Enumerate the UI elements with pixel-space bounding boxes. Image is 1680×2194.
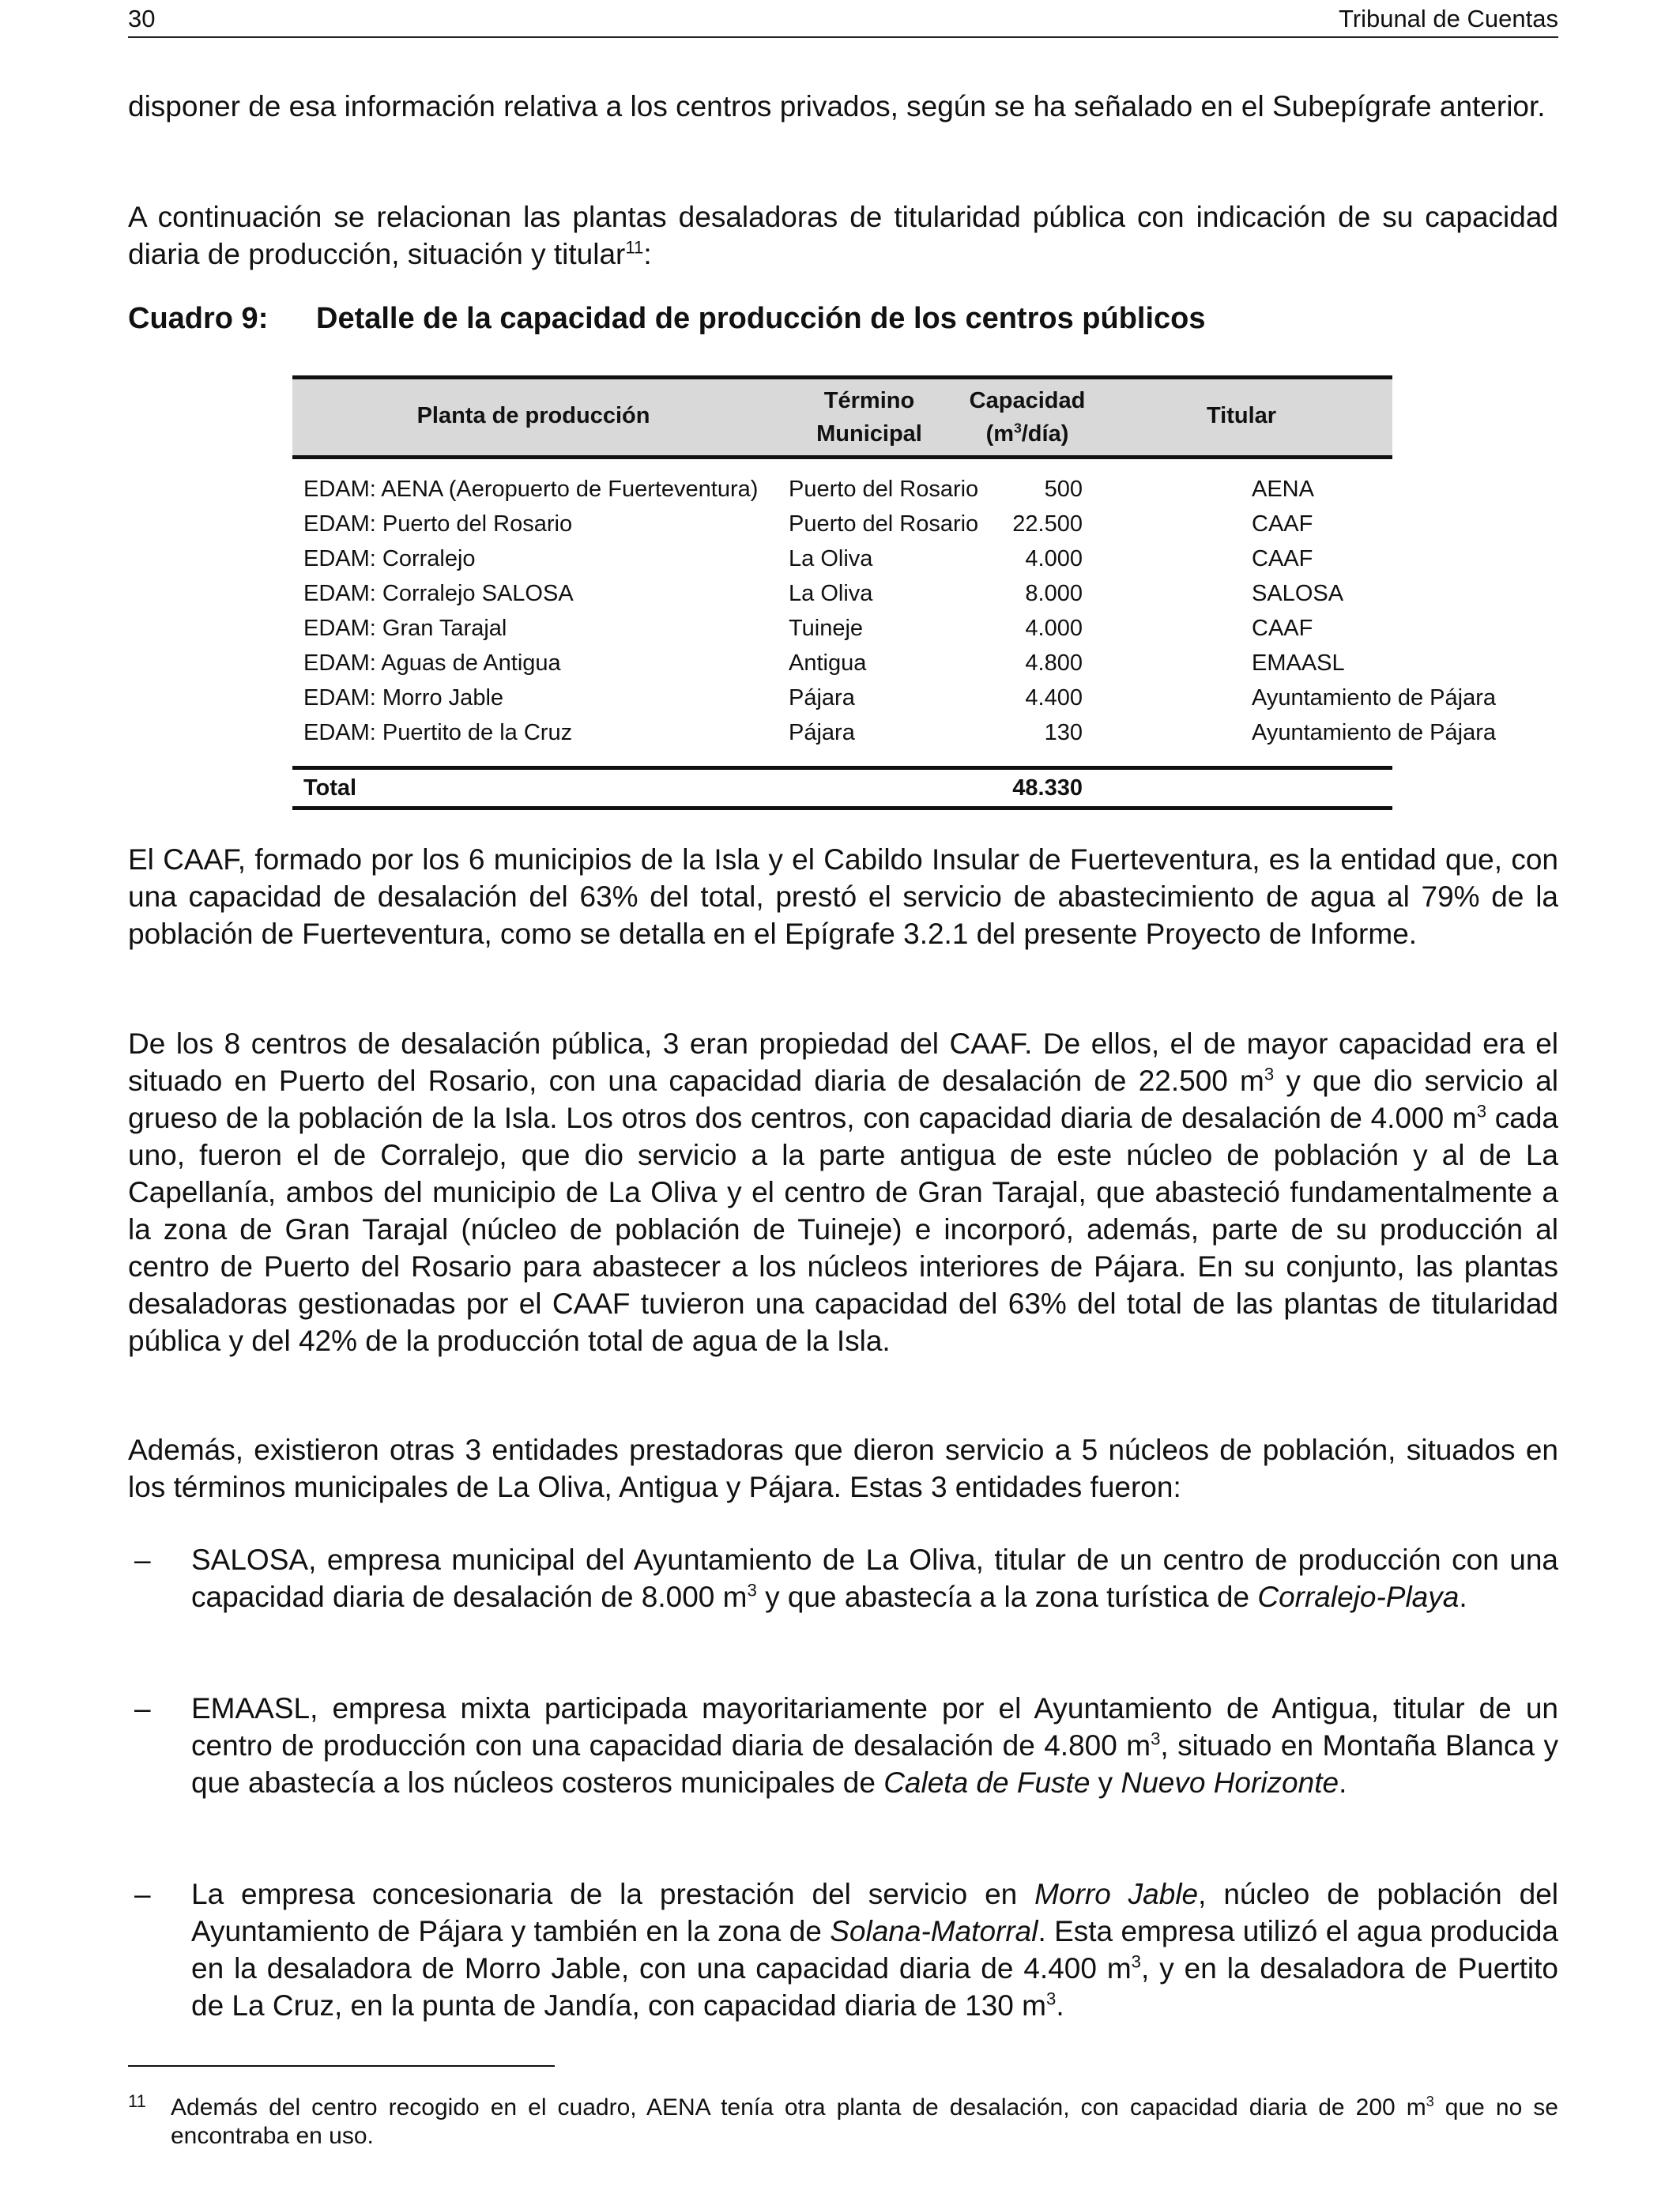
paragraph-4 bbox=[128, 1025, 1558, 1359]
bullet-2-b: , situado en Montaña Blanca y que abastecía a los núcleos costeros municipales de bbox=[191, 1729, 1559, 1799]
cell-termino: Puerto del Rosario bbox=[789, 511, 979, 537]
cell-capacidad: 4.800 bbox=[1025, 650, 1083, 676]
superscript: 3 bbox=[1131, 1951, 1142, 1972]
cell-titular: EMAASL bbox=[1252, 650, 1345, 676]
table-row bbox=[292, 576, 1392, 611]
bullet-3-italic-1: Morro Jable bbox=[1034, 1878, 1199, 1910]
footnote bbox=[128, 2091, 1558, 2151]
superscript: 3 bbox=[1151, 1728, 1161, 1749]
cell-capacidad: 4.000 bbox=[1025, 616, 1083, 641]
page-number: 30 bbox=[128, 5, 156, 32]
superscript: 3 bbox=[747, 1580, 757, 1600]
header-capacidad-line2 bbox=[986, 421, 1069, 447]
header-planta: Planta de producción bbox=[416, 403, 650, 428]
bullet-text bbox=[191, 1690, 1558, 1801]
bullet-2-c: y bbox=[1090, 1766, 1121, 1799]
header-capacidad-line1: Capacidad bbox=[969, 388, 1086, 413]
table-row bbox=[292, 611, 1392, 646]
cell-termino: La Oliva bbox=[789, 581, 873, 606]
bullet-2-italic-1: Caleta de Fuste bbox=[883, 1766, 1090, 1799]
header-capacidad-unit-sup: 3 bbox=[1014, 420, 1022, 436]
table-body bbox=[292, 459, 1497, 750]
cell-titular: CAAF bbox=[1252, 546, 1313, 571]
cell-titular: AENA bbox=[1252, 477, 1314, 502]
paragraph-4-b: y que dio servicio al grueso de la población de la Isla. Los otros dos centros, con capacidad diaria de desalación de 4.000 m bbox=[128, 1065, 1558, 1134]
cell-capacidad: 22.500 bbox=[1012, 511, 1083, 537]
footnote-ref[interactable]: 11 bbox=[625, 237, 644, 258]
cell-capacidad: 130 bbox=[1044, 720, 1083, 745]
total-label: Total bbox=[303, 775, 357, 801]
dash-bullet: – bbox=[134, 1692, 151, 1725]
bullet-item-emaasl bbox=[128, 1690, 1558, 1801]
header-termino bbox=[774, 384, 964, 450]
footnote-divider bbox=[128, 2065, 555, 2067]
bullet-1-italic: Corralejo-Playa bbox=[1257, 1581, 1460, 1613]
cell-titular: Ayuntamiento de Pájara bbox=[1252, 720, 1497, 745]
dash-bullet: – bbox=[134, 1878, 151, 1910]
bullet-item-salosa bbox=[128, 1541, 1558, 1615]
production-table bbox=[292, 375, 1497, 810]
header-titular: Titular bbox=[1206, 403, 1277, 428]
bullet-item-concesionaria bbox=[128, 1875, 1558, 2024]
bullet-3-c: . Esta empresa utilizó el agua producida en la desaladora de Morro Jable, con una capacidad diaria de 4.400 m bbox=[191, 1915, 1558, 1985]
cell-capacidad: 500 bbox=[1044, 477, 1083, 502]
paragraph-4-c: cada uno, fueron el de Corralejo, que dio servicio a la parte antigua de este núcleo de población y al de La Capellanía, ambos del municipio de La Oliva y el centro de Gran Tarajal, que abasteció fundamentalmente a la zona de Gran Tarajal (núcleo de población de Tuineje) e incorporó, además, parte de su producción al centro de Puerto del Rosario para abastecer a los núcleos interiores de Pájara. En su conjunto, las plantas desaladoras gestionadas por el CAAF tuvieron una capacidad del 63% del total de las plantas de titularidad pública y del 42% de la producción total de agua de la Isla. bbox=[128, 1102, 1559, 1357]
cell-planta: EDAM: Morro Jable bbox=[303, 685, 504, 711]
superscript: 3 bbox=[1045, 1989, 1057, 2009]
cell-titular: Ayuntamiento de Pájara bbox=[1252, 685, 1497, 711]
cell-capacidad: 4.000 bbox=[1025, 546, 1083, 571]
cell-planta: EDAM: Corralejo bbox=[303, 546, 476, 571]
bullet-3-e: . bbox=[1056, 1989, 1064, 2022]
header-termino-line1: Término bbox=[823, 388, 915, 413]
bullet-2-a: EMAASL, empresa mixta participada mayoritariamente por el Ayuntamiento de Antigua, titular de un centro de producción con una capacidad diaria de desalación de 4.800 m bbox=[191, 1692, 1558, 1762]
table-row bbox=[292, 507, 1392, 541]
header-capacidad-unit-b: /día) bbox=[1021, 421, 1069, 447]
footnote-text bbox=[171, 2094, 1558, 2151]
cell-planta: EDAM: AENA (Aeropuerto de Fuerteventura) bbox=[303, 477, 759, 502]
paragraph-4-a: De los 8 centros de desalación pública, 3 eran propiedad del CAAF. De ellos, el de mayor capacidad era el situado en Puerto del Rosario, con una capacidad diaria de desalación de 22.500 m bbox=[128, 1027, 1558, 1097]
table-header bbox=[292, 375, 1392, 459]
cell-planta: EDAM: Corralejo SALOSA bbox=[303, 581, 574, 606]
paragraph-3: El CAAF, formado por los 6 municipios de la Isla y el Cabildo Insular de Fuerteventura, es la entidad que, con una capacidad de desalación del 63% del total, prestó el servicio de abastecimiento de agua al 79% de la población de Fuerteventura, como se detalla en el Epígrafe 3.2.1 del presente Proyecto de Informe. bbox=[128, 843, 1558, 950]
cell-termino: Puerto del Rosario bbox=[789, 477, 979, 502]
cell-planta: EDAM: Gran Tarajal bbox=[303, 616, 507, 641]
cell-termino: Tuineje bbox=[789, 616, 864, 641]
caption-label: Cuadro 9: bbox=[128, 302, 269, 335]
cell-titular: SALOSA bbox=[1252, 581, 1344, 606]
paragraph-2 bbox=[128, 198, 1558, 273]
cell-planta: EDAM: Puerto del Rosario bbox=[303, 511, 573, 537]
table-row bbox=[292, 715, 1497, 750]
cell-titular: CAAF bbox=[1252, 616, 1313, 641]
page-header bbox=[128, 5, 1558, 38]
bullet-3-italic-2: Solana-Matorral bbox=[830, 1915, 1038, 1947]
cell-termino: Antigua bbox=[789, 650, 867, 676]
cell-titular: CAAF bbox=[1252, 511, 1313, 537]
paragraph-1: disponer de esa información relativa a los centros privados, según se ha señalado en el Subepígrafe anterior. bbox=[128, 90, 1546, 123]
superscript: 3 bbox=[1426, 2094, 1434, 2109]
table-caption bbox=[128, 302, 1206, 336]
bullet-3-d: , y en la desaladora de Puertito de La Cruz, en la punta de Jandía, con capacidad diaria de 130 m bbox=[191, 1952, 1558, 2022]
cell-planta: EDAM: Aguas de Antigua bbox=[303, 650, 561, 676]
cell-termino: Pájara bbox=[789, 720, 855, 745]
cell-capacidad: 4.400 bbox=[1025, 685, 1083, 711]
table-row bbox=[292, 541, 1392, 576]
table-row bbox=[292, 646, 1392, 680]
table-row bbox=[292, 680, 1497, 715]
bullet-2-d: . bbox=[1339, 1766, 1347, 1799]
footnote-text-b: que no se encontraba en uso. bbox=[171, 2094, 1558, 2149]
dash-bullet: – bbox=[134, 1544, 151, 1576]
bullet-text bbox=[191, 1875, 1558, 2024]
bullet-3-a: La empresa concesionaria de la prestación del servicio en bbox=[191, 1878, 1035, 1910]
cell-planta: EDAM: Puertito de la Cruz bbox=[303, 720, 573, 745]
superscript: 3 bbox=[1476, 1101, 1487, 1122]
bullet-1-b: y que abastecía a la zona turística de bbox=[756, 1581, 1258, 1613]
total-capacidad: 48.330 bbox=[1012, 775, 1083, 801]
header-title: Tribunal de Cuentas bbox=[1338, 5, 1558, 32]
bullet-3-b: , núcleo de población del Ayuntamiento de Pájara y también en la zona de bbox=[191, 1878, 1558, 1947]
table-row bbox=[292, 472, 1392, 507]
paragraph-2-end: : bbox=[643, 238, 652, 270]
superscript: 3 bbox=[1264, 1064, 1275, 1084]
footnote-text-a: Además del centro recogido en el cuadro, AENA tenía otra planta de desalación, con capacidad diaria de 200 m bbox=[171, 2094, 1426, 2120]
footnote-number: 11 bbox=[128, 2091, 146, 2111]
cell-termino: Pájara bbox=[789, 685, 855, 711]
bullet-text bbox=[191, 1541, 1558, 1615]
cell-capacidad: 8.000 bbox=[1025, 581, 1083, 606]
header-capacidad-unit-a: (m bbox=[985, 421, 1015, 447]
caption-title: Detalle de la capacidad de producción de los centros públicos bbox=[316, 302, 1206, 335]
bullet-1-c: . bbox=[1459, 1581, 1467, 1613]
header-capacidad bbox=[964, 384, 1090, 450]
paragraph-2-text: A continuación se relacionan las plantas desaladoras de titularidad pública con indicación de su capacidad diaria de producción, situación y titular bbox=[128, 201, 1558, 270]
bullet-2-italic-2: Nuevo Horizonte bbox=[1121, 1766, 1339, 1799]
paragraph-5: Además, existieron otras 3 entidades prestadoras que dieron servicio a 5 núcleos de población, situados en los términos municipales de La Oliva, Antigua y Pájara. Estas 3 entidades fueron: bbox=[128, 1434, 1558, 1503]
cell-termino: La Oliva bbox=[789, 546, 873, 571]
table-total-row bbox=[292, 766, 1392, 810]
bullet-1-a: SALOSA, empresa municipal del Ayuntamiento de La Oliva, titular de un centro de producción con una capacidad diaria de desalación de 8.000 m bbox=[191, 1544, 1558, 1613]
header-termino-line2: Municipal bbox=[816, 421, 922, 447]
